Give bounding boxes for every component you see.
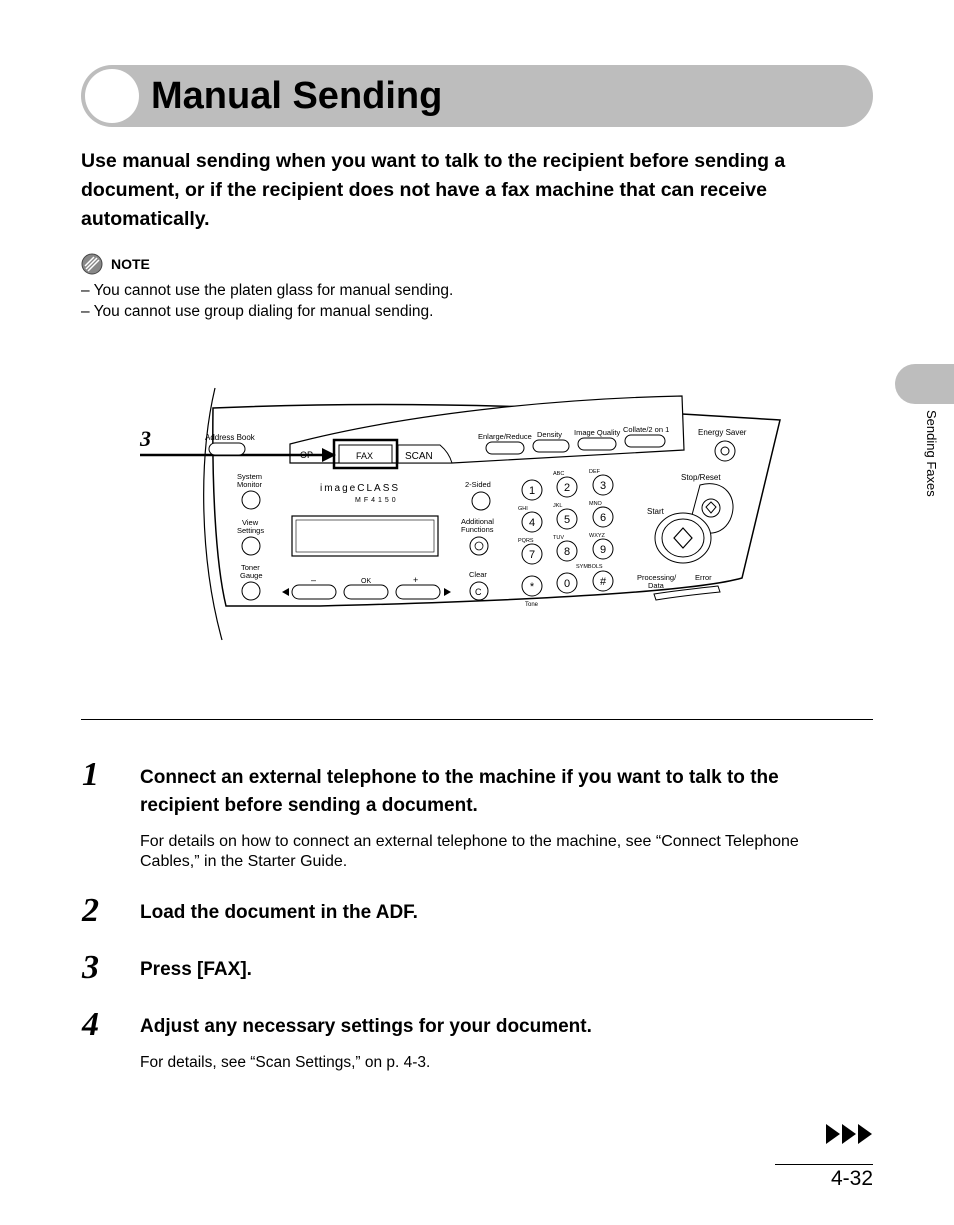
step-3-number: 3: [82, 949, 99, 986]
two-sided-label: 2-Sided: [465, 480, 491, 489]
enlarge-reduce-label: Enlarge/Reduce: [478, 432, 532, 441]
ok-label: OK: [361, 578, 372, 585]
clear-key-label: C: [475, 587, 482, 597]
note-header: [81, 253, 150, 275]
scan-button-label: SCAN: [405, 451, 433, 462]
symbols-label: SYMBOLS: [576, 564, 603, 570]
toner-gauge-label: Toner Gauge: [240, 563, 263, 580]
view-settings-button: [242, 537, 260, 555]
view-settings-label: View Settings: [237, 518, 265, 535]
note-label: NOTE: [111, 256, 150, 272]
control-panel-figure: [130, 380, 790, 650]
model-label: MF4150: [355, 497, 399, 504]
energy-saver-label: Energy Saver: [698, 428, 747, 437]
collate-label: Collate/2 on 1: [623, 425, 670, 434]
density-label: Density: [537, 430, 563, 439]
keypad-key-label: 1: [528, 485, 536, 497]
additional-functions-label: Additional Functions: [461, 517, 494, 534]
keypad-letters-label: PQRS: [518, 538, 534, 544]
start-button: [662, 519, 704, 557]
keypad-letters-label: MNO: [589, 501, 602, 507]
two-sided-button: [472, 492, 490, 510]
keypad-key-label: 4: [528, 517, 536, 529]
keypad-key-label: 7: [528, 549, 536, 561]
page-title: Manual Sending: [151, 75, 443, 117]
keypad-key-label: *: [529, 581, 535, 593]
keypad-key-label: 3: [599, 480, 607, 492]
image-quality-label: Image Quality: [574, 428, 621, 437]
minus-button: [292, 585, 336, 599]
plus-label: +: [413, 575, 419, 585]
step-4-title: Adjust any necessary settings for your document.: [140, 1016, 592, 1037]
note-list: [81, 280, 453, 322]
step-1-number: 1: [82, 756, 99, 793]
keypad-key-label: #: [599, 576, 607, 588]
keypad-key-label: 0: [563, 578, 571, 590]
side-tab-label: Sending Faxes: [924, 410, 939, 497]
title-bullet-circle: [85, 69, 139, 123]
side-tab: [895, 364, 954, 404]
note-pencil-icon: [81, 253, 103, 275]
keypad-key-label: 2: [563, 482, 571, 494]
keypad-key-label: 9: [599, 544, 607, 556]
copy-button-partial-label: OP: [300, 450, 314, 460]
keypad-key-label: 8: [563, 546, 571, 558]
keypad-letters-label: DEF: [589, 469, 600, 475]
image-quality-button: [578, 438, 616, 450]
page-number: 4-32: [830, 1167, 873, 1190]
intro-paragraph: Use manual sending when you want to talk to the recipient before sending a document, or if the recipient does not have a fax machine that can receive automatically.: [81, 150, 786, 230]
minus-label: –: [311, 575, 317, 585]
start-label: Start: [647, 507, 664, 516]
title-bar: [81, 65, 873, 127]
keypad-letters-label: ABC: [553, 471, 565, 477]
keypad-letters-label: JKL: [553, 503, 563, 509]
keypad-letters-label: GHI: [518, 506, 528, 512]
step-1-body: For details on how to connect an external telephone to the machine, see “Connect Telephone Cables,” in the Starter Guide.: [140, 833, 799, 870]
lcd-display: [292, 516, 438, 556]
tone-label: Tone: [525, 602, 539, 608]
step-2-number: 2: [82, 892, 99, 929]
note-item: – You cannot use group dialing for manual sending.: [81, 303, 434, 320]
toner-gauge-button: [242, 582, 260, 600]
clear-label: Clear: [469, 570, 487, 579]
ok-button: [344, 585, 388, 599]
step-4-body: For details, see “Scan Settings,” on p. 4-3.: [140, 1054, 431, 1071]
keypad-key-label: 5: [563, 514, 571, 526]
brand-label: imageCLASS: [320, 483, 401, 494]
stop-reset-label: Stop/Reset: [681, 473, 721, 482]
continue-arrows-icon: [826, 1124, 874, 1144]
processing-data-label: Processing/ Data: [637, 573, 677, 590]
keypad-letters-label: TUV: [553, 535, 564, 541]
plus-button: [396, 585, 440, 599]
density-button: [533, 440, 569, 452]
callout-number: 3: [140, 426, 151, 451]
system-monitor-label: System Monitor: [237, 472, 263, 489]
step-4-number: 4: [82, 1006, 99, 1043]
page-number-rule: [775, 1164, 873, 1165]
system-monitor-button: [242, 491, 260, 509]
address-book-button: [209, 443, 245, 455]
error-label: Error: [695, 573, 712, 582]
step-3-title: Press [FAX].: [140, 959, 252, 980]
note-item: – You cannot use the platen glass for manual sending.: [81, 282, 454, 299]
address-book-label: Address Book: [205, 433, 255, 442]
collate-button: [625, 435, 665, 447]
step-1-title: Connect an external telephone to the machine if you want to talk to the recipient before sending a document.: [140, 767, 779, 816]
step-2-title: Load the document in the ADF.: [140, 902, 418, 923]
keypad-key-label: 6: [599, 512, 607, 524]
fax-button-label: FAX: [356, 451, 374, 461]
enlarge-reduce-button: [486, 442, 524, 454]
section-divider: [81, 719, 873, 720]
keypad-letters-label: WXYZ: [589, 533, 605, 539]
energy-saver-button: [715, 441, 735, 461]
additional-functions-button: [470, 537, 488, 555]
